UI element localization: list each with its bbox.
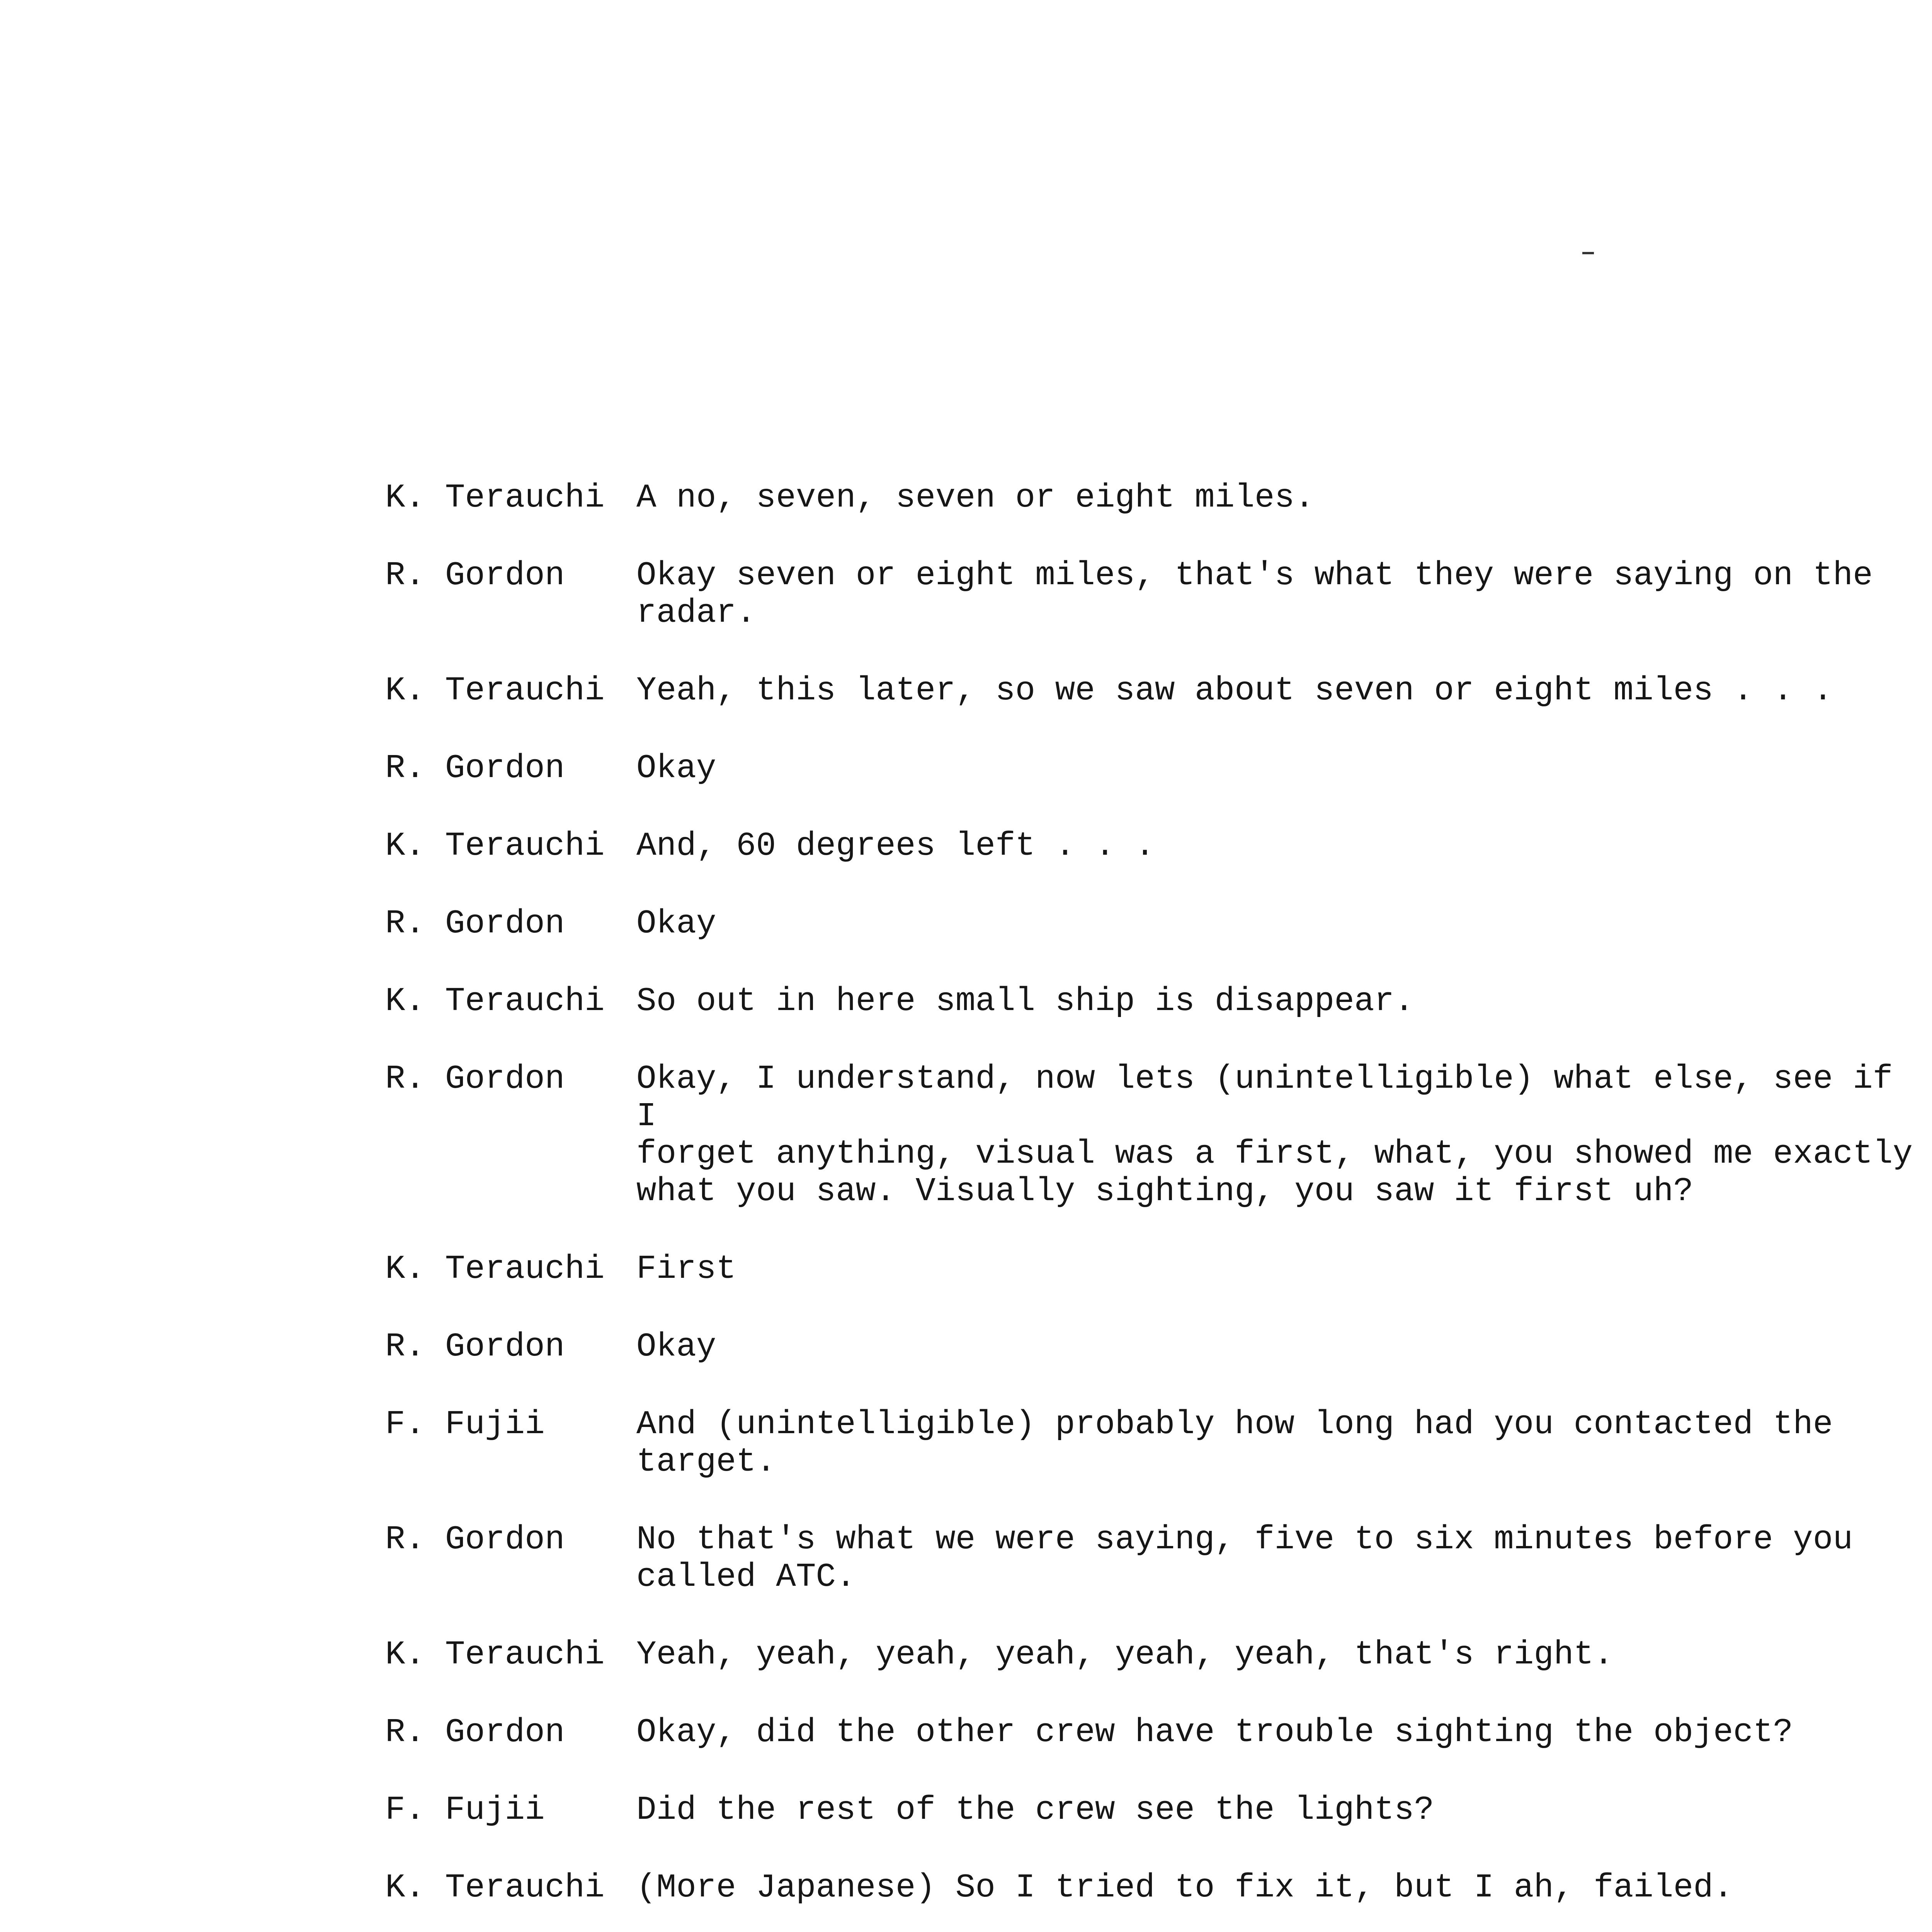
utterance-text: Okay seven or eight miles, that's what they were saying on the radar.	[636, 556, 1873, 632]
transcript-entry	[385, 1250, 1931, 1288]
utterance-text: Did the rest of the crew see the lights?	[636, 1791, 1434, 1829]
speaker-name: K. Terauchi	[385, 1636, 605, 1673]
utterance-text: A no, seven, seven or eight miles.	[636, 479, 1315, 517]
transcript-entry	[385, 905, 1931, 942]
transcript-entry	[385, 557, 1931, 632]
speaker-name: R. Gordon	[385, 905, 565, 942]
transcript-entry	[385, 1869, 1931, 1906]
utterance-text: Okay, did the other crew have trouble sighting the object?	[636, 1713, 1793, 1751]
utterance-text: And, 60 degrees left . . .	[636, 827, 1155, 865]
utterance-text: And (unintelligible) probably how long had you contacted the target.	[636, 1405, 1833, 1481]
speaker-name: K. Terauchi	[385, 982, 605, 1020]
transcript-entry	[385, 1521, 1931, 1596]
speaker-name: K. Terauchi	[385, 672, 605, 709]
transcript	[385, 479, 1931, 1932]
transcript-entry	[385, 672, 1931, 709]
transcript-entry	[385, 1328, 1931, 1366]
transcript-entry	[385, 1791, 1931, 1829]
speaker-name: R. Gordon	[385, 1328, 565, 1366]
utterance-text: No that's what we were saying, five to six minutes before you called ATC.	[636, 1520, 1853, 1596]
speaker-name: F. Fujii	[385, 1405, 545, 1443]
scan-mark	[1582, 252, 1594, 254]
utterance-text: (More Japanese) So I tried to fix it, but I ah, failed.	[636, 1869, 1733, 1906]
utterance-text: So out in here small ship is disappear.	[636, 982, 1414, 1020]
transcript-entry	[385, 983, 1931, 1020]
speaker-name: K. Terauchi	[385, 827, 605, 865]
utterance-text: Okay, I understand, now lets (unintelligible) what else, see if I forget anything, visual was a first, what, you showed me exactly what you saw. Visually sighting, you saw it first uh?	[636, 1060, 1913, 1210]
transcript-entry	[385, 1714, 1931, 1751]
transcript-entry	[385, 1060, 1931, 1210]
speaker-name: R. Gordon	[385, 1060, 565, 1098]
speaker-name: R. Gordon	[385, 1520, 565, 1558]
speaker-name: K. Terauchi	[385, 479, 605, 517]
utterance-text: Okay	[636, 1328, 716, 1366]
utterance-text: Yeah, this later, so we saw about seven or eight miles . . .	[636, 672, 1833, 709]
transcript-entry	[385, 1636, 1931, 1673]
transcript-entry	[385, 750, 1931, 787]
utterance-text: First	[636, 1250, 736, 1288]
transcript-entry	[385, 1406, 1931, 1481]
transcript-entry	[385, 827, 1931, 865]
speaker-name: R. Gordon	[385, 749, 565, 787]
utterance-text: Okay	[636, 749, 716, 787]
utterance-text: Okay	[636, 905, 716, 942]
speaker-name: K. Terauchi	[385, 1250, 605, 1288]
transcript-entry	[385, 479, 1931, 517]
speaker-name: R. Gordon	[385, 1713, 565, 1751]
speaker-name: K. Terauchi	[385, 1869, 605, 1906]
speaker-name: R. Gordon	[385, 556, 565, 594]
speaker-name: F. Fujii	[385, 1791, 545, 1829]
utterance-text: Yeah, yeah, yeah, yeah, yeah, yeah, that's right.	[636, 1636, 1614, 1673]
